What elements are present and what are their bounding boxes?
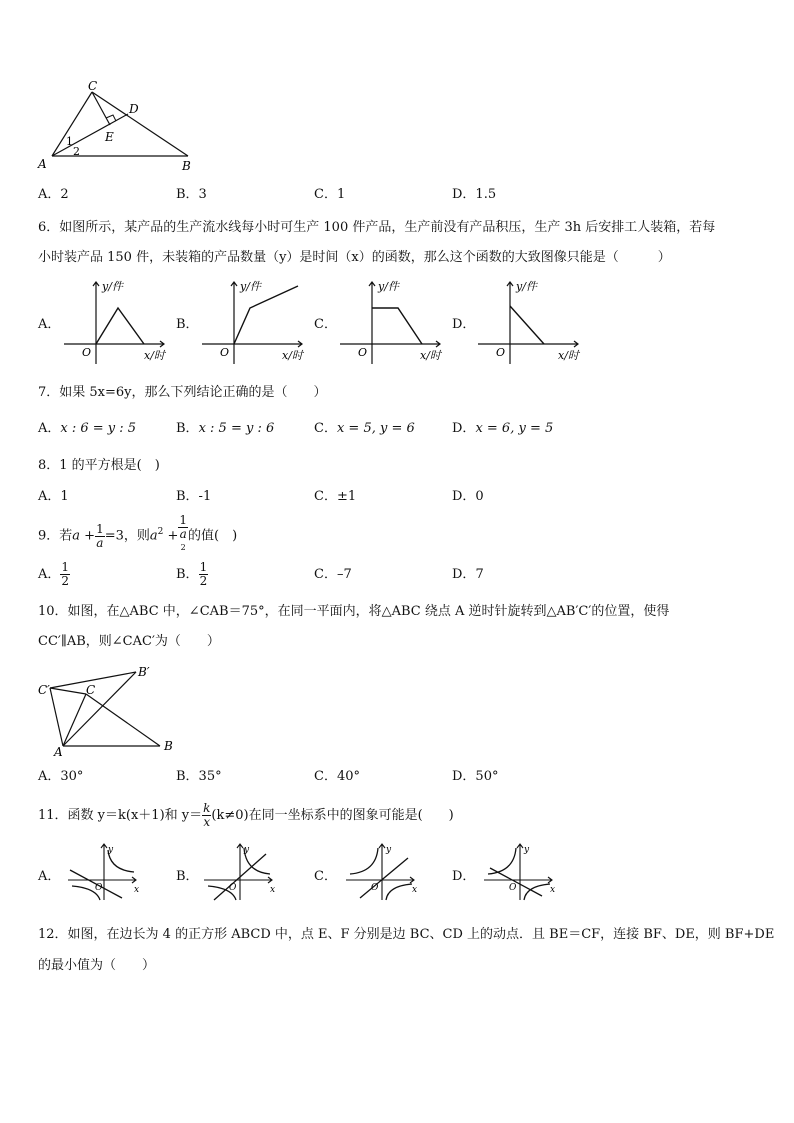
- q10-option-b[interactable]: B．35°: [176, 769, 222, 784]
- origin-label: O: [220, 346, 230, 359]
- x-axis-label: x/时: [144, 349, 165, 362]
- origin-label: O: [95, 883, 103, 893]
- q8-stem: 8．1 的平方根是( ): [38, 458, 160, 473]
- q11-option-d[interactable]: D．: [452, 869, 476, 884]
- label-c: C: [88, 80, 98, 93]
- option-expr: x : 6 = y : 5: [60, 421, 137, 436]
- q6-stem-line1: 6．如图所示，某产品的生产流水线每小时可生产 100 件产品，生产前没有产品积压，生产 3h 后安排工人装箱，若每: [38, 220, 716, 235]
- fraction-1-over-a: $\frac{1}{a}$: [96, 521, 104, 550]
- q11-graph-a[interactable]: [64, 840, 144, 902]
- option-expr: x = 5, y = 6: [336, 421, 415, 436]
- q8-option-d[interactable]: D．0: [452, 489, 484, 504]
- option-expr: x = 6, y = 5: [475, 421, 554, 436]
- label-e: E: [105, 130, 114, 144]
- label-b: B: [164, 739, 173, 753]
- q11-graph-d[interactable]: [480, 840, 560, 902]
- q6-option-d[interactable]: D．: [452, 317, 476, 332]
- origin-label: O: [229, 883, 237, 893]
- rotation-figure-q10: [30, 662, 190, 758]
- q10-option-d[interactable]: D．50°: [452, 769, 499, 784]
- q11-stem: 11．函数 y＝k(x＋1)和 y＝ $\frac{k}{x}$ (k≠0)在同一坐标系中的图象可能是( ): [38, 801, 454, 829]
- fraction-1-over-a-squared: 1 a $^2$: [179, 513, 188, 552]
- label-c-prime: C′: [38, 683, 50, 697]
- option-letter: B．: [176, 421, 199, 436]
- origin-label: O: [358, 346, 368, 359]
- x-axis-label: x/时: [558, 349, 579, 362]
- q12-stem-line2: 的最小值为（ ）: [38, 958, 156, 973]
- q9-option-a[interactable]: A． $\frac{1}{2}$: [38, 560, 70, 588]
- q6-graph-a[interactable]: [60, 276, 180, 368]
- q7-stem: 7．如果 5x=6y，那么下列结论正确的是（ ）: [38, 385, 327, 400]
- q5-option-b[interactable]: B．3: [176, 187, 207, 202]
- q11-option-a[interactable]: A．: [38, 869, 61, 884]
- triangle-figure-q5: [30, 80, 200, 175]
- q10-stem-line1: 10．如图，在△ABC 中，∠CAB＝75°，在同一平面内，将△ABC 绕点 A 逆时针旋转到△AB′C′的位置，使得: [38, 604, 670, 619]
- y-axis-label: y/件: [102, 280, 123, 293]
- q6-graph-c[interactable]: [336, 276, 456, 368]
- y-label: y: [386, 845, 392, 855]
- origin-label: O: [496, 346, 506, 359]
- angle-1: 1: [66, 135, 73, 148]
- q6-stem-line2: 小时装产品 150 件，未装箱的产品数量（y）是时间（x）的函数，那么这个函数的大致图像只能是（ ）: [38, 250, 671, 265]
- label-c: C: [86, 683, 96, 697]
- option-expr: x : 5 = y : 6: [198, 421, 275, 436]
- q9-option-b[interactable]: B． $\frac{1}{2}$: [176, 560, 208, 588]
- label-a: A: [38, 157, 47, 171]
- q9-stem: 9．若a + $\frac{1}{a}$ =3，则$a^2$ + 1 a $^2$ 的值( ): [38, 514, 237, 550]
- q7-option-a[interactable]: [38, 420, 136, 438]
- q11-option-c[interactable]: C．: [314, 869, 337, 884]
- x-label: x: [134, 885, 140, 895]
- q7-option-c[interactable]: [314, 420, 415, 438]
- x-axis-label: x/时: [282, 349, 303, 362]
- segment-ad: [52, 114, 128, 156]
- q11-graph-b[interactable]: [200, 840, 280, 902]
- origin-label: O: [371, 883, 379, 893]
- y-label: y: [244, 845, 250, 855]
- y-label: y: [108, 845, 114, 855]
- y-axis-label: y/件: [516, 280, 537, 293]
- x-label: x: [270, 885, 276, 895]
- q7-option-d[interactable]: [452, 420, 553, 438]
- option-letter: C．: [314, 421, 337, 436]
- label-d: D: [129, 102, 139, 116]
- q6-option-b[interactable]: B．: [176, 317, 199, 332]
- q9-option-c[interactable]: C．–7: [314, 567, 352, 582]
- q8-option-c[interactable]: C．±1: [314, 489, 357, 504]
- q11-option-b[interactable]: B．: [176, 869, 199, 884]
- angle-2: 2: [73, 145, 80, 158]
- label-b: B: [182, 159, 191, 173]
- q6-graph-d[interactable]: [474, 276, 594, 368]
- q6-graph-b[interactable]: [198, 276, 318, 368]
- y-axis-label: y/件: [240, 280, 261, 293]
- q10-stem-line2: CC′∥AB，则∠CAC′为（ ）: [38, 634, 220, 649]
- graph-b-curve: [234, 286, 298, 344]
- y-axis-label: y/件: [378, 280, 399, 293]
- q8-option-b[interactable]: B．-1: [176, 489, 212, 504]
- q5-option-a[interactable]: A．2: [38, 187, 69, 202]
- origin-label: O: [82, 346, 92, 359]
- side-cb: [92, 92, 188, 156]
- y-label: y: [524, 845, 530, 855]
- graph-a-curve: [96, 308, 144, 344]
- x-label: x: [550, 885, 556, 895]
- q7-option-b[interactable]: [176, 420, 274, 438]
- q10-option-c[interactable]: C．40°: [314, 769, 360, 784]
- option-letter: A．: [38, 421, 61, 436]
- origin-label: O: [509, 883, 517, 893]
- option-letter: D．: [452, 421, 476, 436]
- q6-option-c[interactable]: C．: [314, 317, 337, 332]
- segment-ce: [92, 92, 110, 125]
- q12-stem-line1: 12．如图，在边长为 4 的正方形 ABCD 中，点 E、F 分别是边 BC、CD 上的动点．且 BE＝CF，连接 BF、DE，则 BF+DE: [38, 927, 775, 942]
- q8-option-a[interactable]: A．1: [38, 489, 69, 504]
- graph-d-curve: [510, 306, 544, 344]
- q6-option-a[interactable]: A．: [38, 317, 61, 332]
- label-b-prime: B′: [138, 665, 150, 679]
- q10-option-a[interactable]: A．30°: [38, 769, 84, 784]
- label-a: A: [54, 745, 63, 758]
- q11-graph-c[interactable]: [342, 840, 422, 902]
- q5-option-d[interactable]: D．1.5: [452, 187, 497, 202]
- x-axis-label: x/时: [420, 349, 441, 362]
- q5-option-c[interactable]: C．1: [314, 187, 346, 202]
- graph-c-curve: [372, 308, 422, 344]
- q9-option-d[interactable]: D．7: [452, 567, 484, 582]
- x-label: x: [412, 885, 418, 895]
